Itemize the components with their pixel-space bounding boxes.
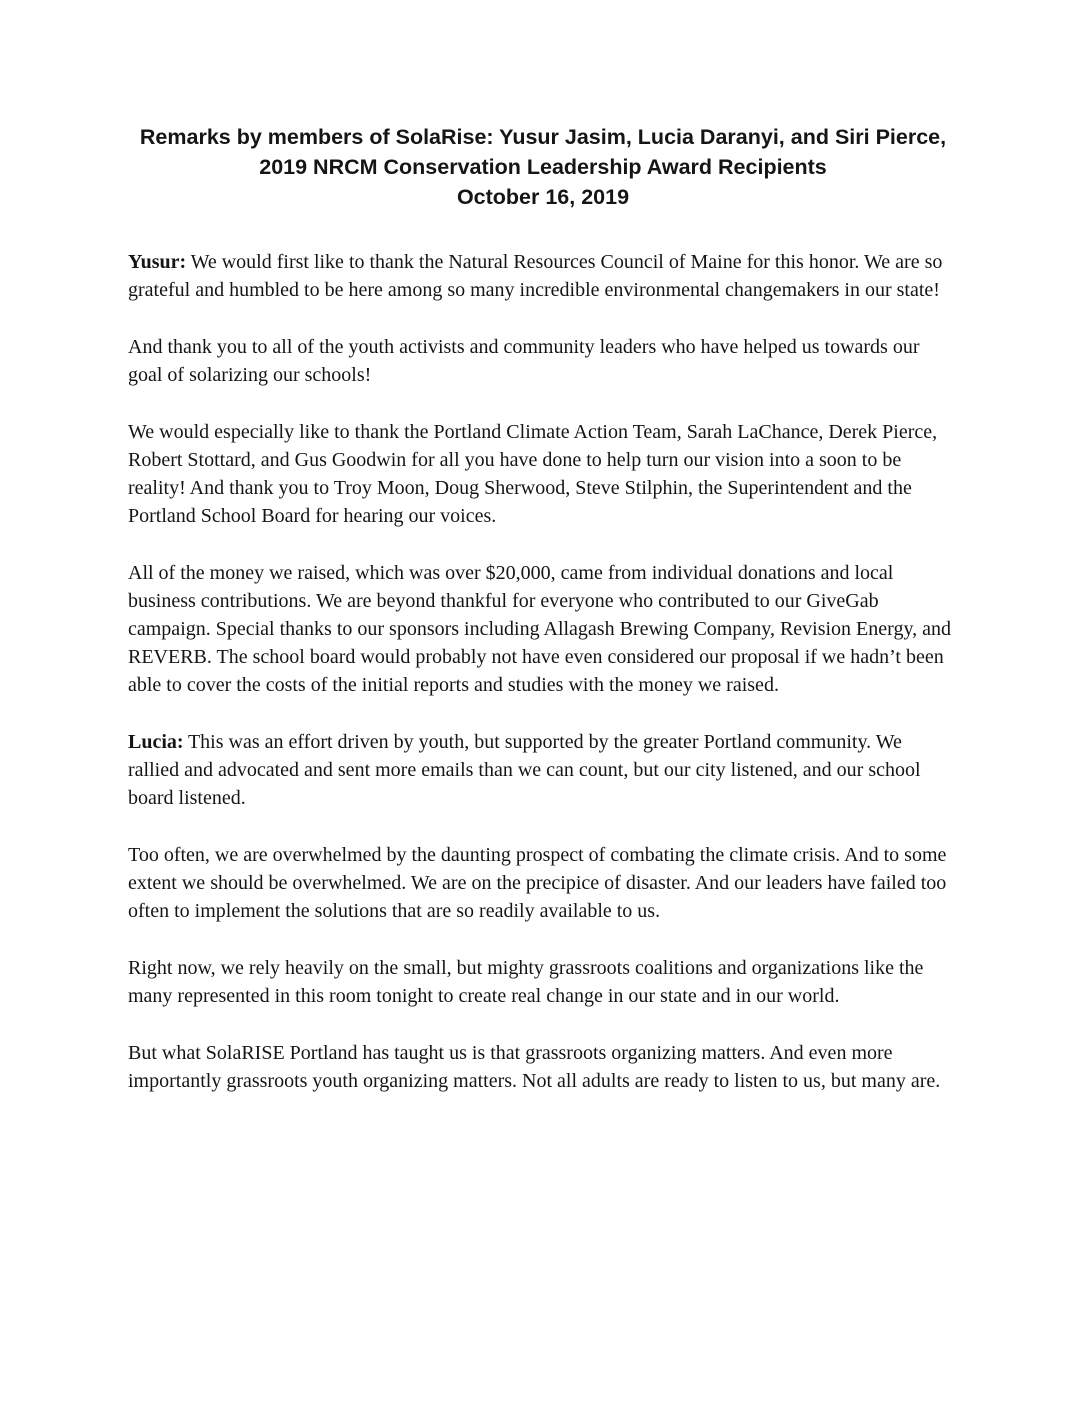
paragraph-4 [128, 559, 958, 699]
paragraph-lucia-1 [128, 728, 958, 812]
paragraph-text: All of the money we raised, which was over $20,000, came from individual donations and local business contributions. We are beyond thankful for everyone who contributed to our GiveGab campaign. Special thanks to our sponsors including Allagash Brewing Company, Revision Energy, and REVERB. The school board would probably not have even considered our proposal if we hadn’t been able to cover the costs of the initial reports and studies with the money we raised. [128, 562, 952, 696]
paragraph-3 [128, 418, 958, 530]
paragraph-text: This was an effort driven by youth, but supported by the greater Portland community. We rallied and advocated and sent more emails than we can count, but our city listened, and our school board listened. [128, 731, 921, 809]
paragraph-text: And thank you to all of the youth activists and community leaders who have helped us towards our goal of solarizing our schools! [128, 336, 920, 386]
paragraph-2 [128, 333, 958, 389]
paragraph-8 [128, 1039, 958, 1095]
document-title [128, 122, 958, 212]
speaker-label: Yusur: [128, 251, 187, 273]
paragraph-yusur-1 [128, 248, 958, 304]
title-line-2: 2019 NRCM Conservation Leadership Award Recipients [259, 155, 827, 179]
title-line-3: October 16, 2019 [456, 185, 630, 209]
paragraph-text: We would first like to thank the Natural Resources Council of Maine for this honor. We are so grateful and humbled to be here among so many incredible environmental changemakers in our state! [128, 251, 943, 301]
document-body [128, 248, 958, 1095]
speaker-label: Lucia: [128, 731, 184, 753]
paragraph-text: But what SolaRISE Portland has taught us is that grassroots organizing matters. And even more importantly grassroots youth organizing matters. Not all adults are ready to listen to us, but many are. [128, 1042, 941, 1092]
paragraph-text: We would especially like to thank the Portland Climate Action Team, Sarah LaChance, Derek Pierce, Robert Stottard, and Gus Goodwin for all you have done to help turn our vision into a soon to be reality! And thank you to Troy Moon, Doug Sherwood, Steve Stilphin, the Superintendent and the Portland School Board for hearing our voices. [128, 421, 938, 527]
title-line-1: Remarks by members of SolaRise: Yusur Jasim, Lucia Daranyi, and Siri Pierce, [139, 125, 947, 149]
paragraph-text: Too often, we are overwhelmed by the daunting prospect of combating the climate crisis. And to some extent we should be overwhelmed. We are on the precipice of disaster. And our leaders have failed too often to implement the solutions that are so readily available to us. [128, 844, 947, 922]
paragraph-6 [128, 841, 958, 925]
paragraph-7 [128, 954, 958, 1010]
paragraph-text: Right now, we rely heavily on the small, but mighty grassroots coalitions and organizations like the many represented in this room tonight to create real change in our state and in our world. [128, 957, 924, 1007]
